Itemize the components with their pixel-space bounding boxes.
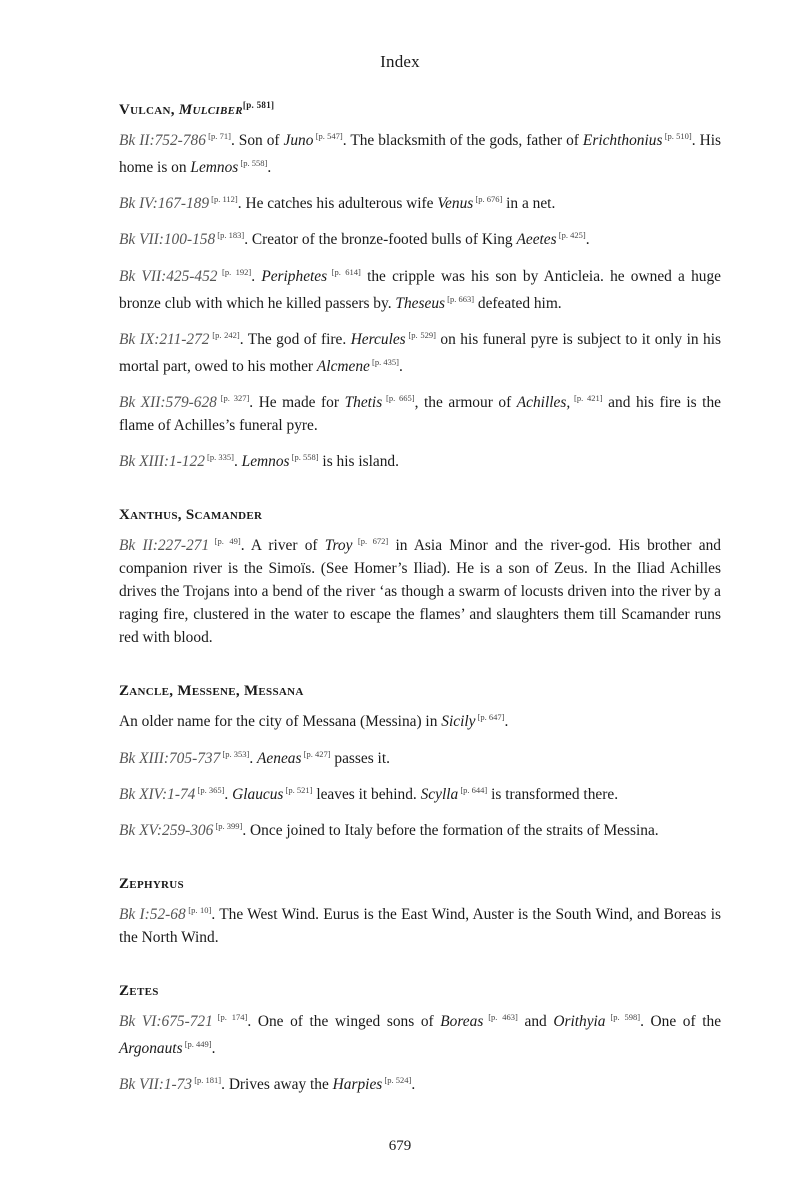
entry-paragraph: [119, 1069, 721, 1096]
page-reference: [p. 644]: [458, 784, 488, 795]
entry-text: An older name for the city of Messana (Messina) in: [119, 713, 442, 731]
cross-reference-name: Harpies: [332, 1076, 383, 1094]
page-reference: [p. 676]: [473, 194, 503, 205]
page-reference: [p. 327]: [216, 393, 250, 403]
entry-headword: [119, 983, 721, 1000]
entry-text: the cripple was his son by Anticleia. he owned a huge bronze club with which he killed passers by.: [119, 267, 721, 312]
index-entry: [119, 100, 721, 473]
page-reference: [p. 463]: [483, 1012, 518, 1022]
cross-reference-name: Scylla: [420, 785, 459, 803]
headword-text: Xanthus, Scamander: [119, 507, 263, 524]
page-reference: [p. 427]: [301, 748, 331, 759]
entry-paragraph: [119, 899, 721, 949]
cross-reference-name: Boreas: [440, 1013, 484, 1031]
entry-paragraph: [119, 387, 721, 437]
page-reference: [p. 421]: [570, 393, 603, 403]
page-reference: [p. 425]: [556, 230, 586, 241]
page-reference: [p. 174]: [212, 1012, 248, 1022]
entry-text: .: [398, 358, 403, 375]
page-reference: [p. 49]: [209, 536, 241, 547]
page-reference: [p. 529]: [405, 329, 436, 340]
page-reference: [p. 335]: [204, 452, 234, 463]
entry-paragraph: [119, 125, 721, 179]
entry-headword: [119, 507, 721, 524]
entry-text: . The blacksmith of the gods, father of: [342, 132, 583, 150]
cross-reference-name: Achilles,: [516, 394, 571, 412]
page-reference: [p. 510]: [662, 131, 692, 141]
entry-paragraph: [119, 743, 721, 770]
page-reference: [p. 353]: [220, 748, 250, 759]
book-reference: Bk I:52-68: [119, 906, 186, 923]
entry-text: . One of the: [640, 1013, 722, 1031]
entry-text: .: [211, 1040, 216, 1058]
headword-text: Zancle, Messene, Messana: [119, 683, 304, 700]
book-reference: Bk IX:211-272: [119, 330, 210, 348]
page-reference: [p. 112]: [209, 194, 238, 205]
book-reference: Bk XIII:705-737: [119, 749, 221, 767]
book-reference: Bk II:752-786: [119, 132, 206, 150]
page-reference: [p. 547]: [313, 131, 343, 141]
entry-text: .: [233, 453, 242, 471]
cross-reference-name: Theseus: [395, 294, 445, 312]
page-reference: [p. 558]: [238, 158, 268, 169]
page-reference: [p. 663]: [445, 293, 475, 304]
entry-paragraph: [119, 446, 721, 473]
cross-reference-name: Aeetes: [516, 231, 557, 249]
entry-headword: [119, 683, 721, 700]
page-reference: [p. 598]: [605, 1012, 641, 1022]
headword-text: Zephyrus: [119, 875, 184, 892]
entry-text: . A river of: [240, 537, 325, 555]
entry-text: in a net.: [502, 195, 556, 213]
entry-paragraph: [119, 261, 721, 315]
book-reference: Bk XIV:1-74: [119, 785, 196, 803]
entry-text: defeated him.: [474, 294, 562, 312]
entry-text: .: [267, 159, 272, 177]
cross-reference-name: Argonauts: [119, 1040, 183, 1058]
index-entry: [119, 507, 721, 649]
cross-reference-name: Lemnos: [241, 453, 290, 471]
entry-paragraph: [119, 779, 721, 806]
entry-paragraph: [119, 706, 721, 733]
cross-reference-name: Periphetes: [261, 267, 328, 285]
cross-reference-name: Aeneas: [257, 749, 302, 767]
entry-text: is transformed there.: [487, 785, 619, 803]
book-reference: Bk II:227-271: [119, 537, 210, 555]
entry-headword: [119, 100, 721, 119]
page-reference: [p. 449]: [182, 1039, 212, 1050]
entry-paragraph: [119, 815, 721, 842]
cross-reference-name: Juno: [283, 132, 314, 150]
page-reference: [p. 365]: [195, 784, 225, 795]
entry-text: . Once joined to Italy before the formation of the straits of Messina.: [242, 821, 659, 839]
entry-text: .: [411, 1076, 416, 1094]
entry-text: .: [585, 231, 590, 249]
book-reference: Bk XIII:1-122: [119, 453, 205, 471]
page-reference: [p. 10]: [185, 904, 212, 915]
page-reference: [p. 524]: [382, 1075, 412, 1086]
page-reference: [p. 71]: [205, 131, 231, 141]
entry-text: . He catches his adulterous wife: [237, 195, 438, 213]
page-reference: [p. 614]: [327, 266, 361, 277]
page-reference: [p. 242]: [209, 329, 240, 340]
book-reference: Bk XII:579-628: [119, 394, 217, 412]
page-reference: [p. 581]: [242, 100, 275, 110]
cross-reference-name: Thetis: [344, 394, 383, 412]
page-reference: [p. 647]: [475, 712, 505, 723]
page-reference: [p. 181]: [192, 1075, 222, 1086]
page-reference: [p. 672]: [352, 536, 389, 547]
cross-reference-name: Lemnos: [190, 159, 239, 177]
entry-text: . The god of fire.: [239, 330, 351, 348]
entry-text: leaves it behind.: [312, 785, 421, 803]
index-entry: [119, 876, 721, 949]
page-reference: [p. 521]: [283, 784, 313, 795]
entry-text: . Son of: [230, 132, 284, 150]
entry-text: . One of the winged sons of: [247, 1013, 441, 1031]
book-reference: Bk VII:425-452: [119, 267, 218, 285]
page-reference: [p. 192]: [217, 266, 252, 277]
entry-headword: [119, 876, 721, 893]
entry-paragraph: [119, 224, 721, 251]
entry-text: . Creator of the bronze-footed bulls of King: [244, 231, 517, 249]
entry-text: .: [249, 749, 258, 767]
page-reference: [p. 435]: [369, 356, 399, 367]
entry-text: passes it.: [330, 749, 390, 767]
page-reference: [p. 183]: [215, 230, 245, 241]
page-reference: [p. 665]: [382, 393, 415, 403]
book-reference: Bk VI:675-721: [119, 1013, 213, 1031]
cross-reference-name: Glaucus: [232, 785, 284, 803]
cross-reference-name: Erichthonius: [582, 132, 663, 150]
page-reference: [p. 558]: [289, 452, 319, 463]
cross-reference-name: Orithyia: [553, 1013, 606, 1031]
entry-text: and his fire is the flame of Achilles’s funeral pyre.: [119, 394, 721, 435]
entry-text: .: [224, 785, 233, 803]
entry-text: .: [504, 713, 509, 731]
cross-reference-name: Sicily: [441, 713, 476, 731]
entry-text: on his funeral pyre is subject to it only in his mortal part, owed to his mother: [119, 330, 721, 375]
running-head: Index: [380, 52, 420, 71]
entry-text: . Drives away the: [221, 1076, 333, 1094]
page-reference: [p. 399]: [213, 820, 243, 831]
entry-text: . The West Wind. Eurus is the East Wind, Auster is the South Wind, and Boreas is the North Wind.: [119, 906, 721, 946]
book-reference: Bk VII:100-158: [119, 231, 216, 249]
entry-paragraph: [119, 530, 721, 649]
cross-reference-name: Alcmene: [316, 358, 370, 375]
book-reference: Bk VII:1-73: [119, 1076, 193, 1094]
book-reference: Bk IV:167-189: [119, 195, 210, 213]
index-entry: [119, 683, 721, 842]
entry-text: , the armour of: [414, 394, 517, 412]
cross-reference-name: Hercules: [350, 330, 406, 348]
entry-paragraph: [119, 1006, 721, 1060]
book-reference: Bk XV:259-306: [119, 821, 214, 839]
page-number: 679: [388, 1138, 412, 1154]
entry-paragraph: [119, 188, 721, 215]
index-content: [119, 100, 721, 1130]
headword-alias: Mulciber: [178, 102, 243, 118]
entry-text: . His home is on: [119, 132, 721, 177]
entry-text: in Asia Minor and the river-god. His brother and companion river is the Simoïs. (See Homer’s Iliad). He is a son of Zeus. In the Iliad Achilles drives the Trojans into a bend of the river ‘as though a swarm of locusts driven into the river by a raging fire, clustered in the water to escape the flames’ and slaughters them till Scamander runs red with blood.: [119, 537, 721, 647]
entry-paragraph: [119, 324, 721, 378]
cross-reference-name: Venus: [437, 195, 474, 213]
headword-text: Zetes: [119, 983, 159, 999]
entry-text: .: [251, 267, 262, 285]
entry-text: and: [517, 1013, 554, 1031]
entry-text: is his island.: [318, 453, 399, 471]
index-entry: [119, 983, 721, 1096]
cross-reference-name: Troy: [324, 537, 353, 555]
headword-text: Vulcan,: [119, 102, 179, 118]
entry-text: . He made for: [249, 394, 345, 412]
